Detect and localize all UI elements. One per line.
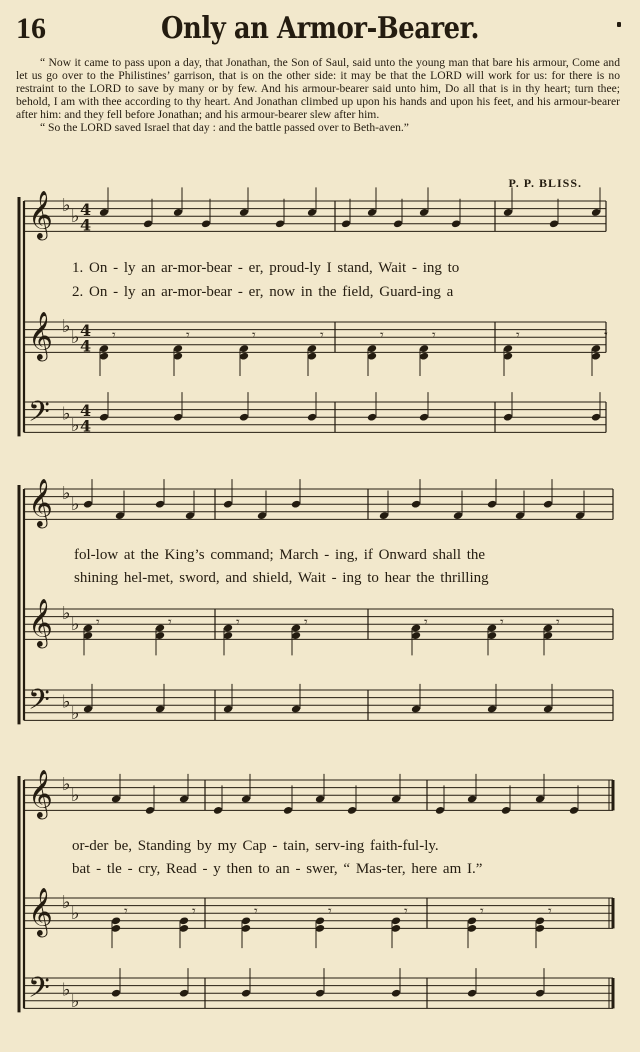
rest-symbol: 𝄾 (236, 614, 240, 631)
rest-symbol: 𝄾 (328, 903, 332, 920)
bass-clef: 𝄢 (28, 395, 50, 436)
rest-symbol: 𝄾 (480, 903, 484, 920)
flat-sign: ♭ (62, 773, 71, 795)
lyric-line-3-verse-1: or-der be, Standing by my Cap - tain, serv-ing faith-ful-ly. (72, 838, 439, 854)
rest-symbol: 𝄾 (168, 614, 172, 631)
rest-symbol: 𝄾 (556, 614, 560, 631)
flat-sign: ♭ (62, 403, 71, 425)
flat-sign: ♭ (71, 903, 80, 925)
lyric-line-1-verse-2: 2. On - ly an ar-mor-bear - er, now in the field, Guard-ing a (72, 284, 454, 300)
page-number: 16 (16, 12, 46, 45)
rest-symbol: 𝄾 (404, 903, 408, 920)
treble-clef: 𝄞 (28, 310, 53, 360)
lyric-line-3-verse-2: bat - tle - cry, Read - y then to an - swer, “ Mas-ter, here am I.” (72, 861, 483, 877)
flat-sign: ♭ (62, 979, 71, 1001)
time-signature-top: 4 (80, 401, 92, 421)
flat-sign: ♭ (71, 785, 80, 807)
rest-symbol: 𝄾 (96, 614, 100, 631)
flat-sign: ♭ (71, 990, 80, 1012)
flat-sign: ♭ (71, 494, 80, 516)
flat-sign: ♭ (62, 891, 71, 913)
rest-symbol: 𝄾 (254, 903, 258, 920)
treble-clef: 𝄞 (28, 189, 53, 239)
rest-symbol: 𝄾 (424, 614, 428, 631)
rest-symbol: 𝄾 (112, 327, 116, 344)
time-signature-top: 4 (80, 200, 92, 220)
treble-clef: 𝄞 (28, 886, 53, 936)
lyric-line-2-verse-1: fol-low at the King’s command; March - ing, if Onward shall the (74, 547, 486, 563)
flat-sign: ♭ (62, 602, 71, 624)
rest-symbol: 𝄾 (252, 327, 256, 344)
flat-sign: ♭ (71, 414, 80, 436)
time-signature-bottom: 4 (80, 215, 92, 235)
rest-symbol: 𝄾 (186, 327, 190, 344)
flat-sign: ♭ (71, 614, 80, 636)
rest-symbol: 𝄾 (380, 327, 384, 344)
flat-sign: ♭ (62, 691, 71, 713)
flat-sign: ♭ (71, 206, 80, 228)
rest-symbol: 𝄾 (192, 903, 196, 920)
treble-clef: 𝄞 (28, 768, 53, 818)
time-signature-bottom: 4 (80, 336, 92, 356)
scripture-conclusion: “ So the LORD saved Israel that day : and the battle passed over to Beth-aven.” (40, 121, 409, 134)
rest-symbol: 𝄾 (124, 903, 128, 920)
flat-sign: ♭ (62, 315, 71, 337)
time-signature-top: 4 (80, 321, 92, 341)
flat-sign: ♭ (71, 327, 80, 349)
time-signature-bottom: 4 (80, 416, 92, 436)
scripture-verse: “ Now it came to pass upon a day, that Jonathan, the Son of Saul, said unto the young man that bare his armour, Come and let us go over to the Philistines’ garrison, that is on the other side: it may be that the LORD will work for us: for there is no restraint to the LORD to save by many or by few. And his armour-bearer said unto him, Do all that is in thy heart; turn thee; behold, I am with thee according to thy heart. And Jonathan climbed up upon his hands and upon his feet, and his armour-bearer after him: and they fell before Jonathan; and his armour-bearer slew after him. (16, 56, 620, 121)
rest-symbol: 𝄾 (548, 903, 552, 920)
hymn-title: Only an Armor-Bearer. (160, 11, 480, 46)
bass-clef: 𝄢 (28, 683, 50, 724)
rest-symbol: 𝄾 (320, 327, 324, 344)
flat-sign: ♭ (62, 194, 71, 216)
rest-symbol: 𝄾 (604, 327, 608, 344)
flat-sign: ♭ (71, 702, 80, 724)
rest-symbol: 𝄾 (516, 327, 520, 344)
flat-sign: ♭ (62, 482, 71, 504)
rest-symbol: 𝄾 (432, 327, 436, 344)
rest-symbol: 𝄾 (500, 614, 504, 631)
composer-credit: P. P. BLISS. (508, 176, 582, 190)
bass-clef: 𝄢 (28, 971, 50, 1012)
treble-clef: 𝄞 (28, 477, 53, 527)
lyric-line-1-verse-1: 1. On - ly an ar-mor-bear - er, proud-ly I stand, Wait - ing to (72, 260, 460, 276)
treble-clef: 𝄞 (28, 597, 53, 647)
lyric-line-2-verse-2: shining hel-met, sword, and shield, Wait - ing to hear the thrilling (74, 570, 489, 586)
rest-symbol: 𝄾 (304, 614, 308, 631)
